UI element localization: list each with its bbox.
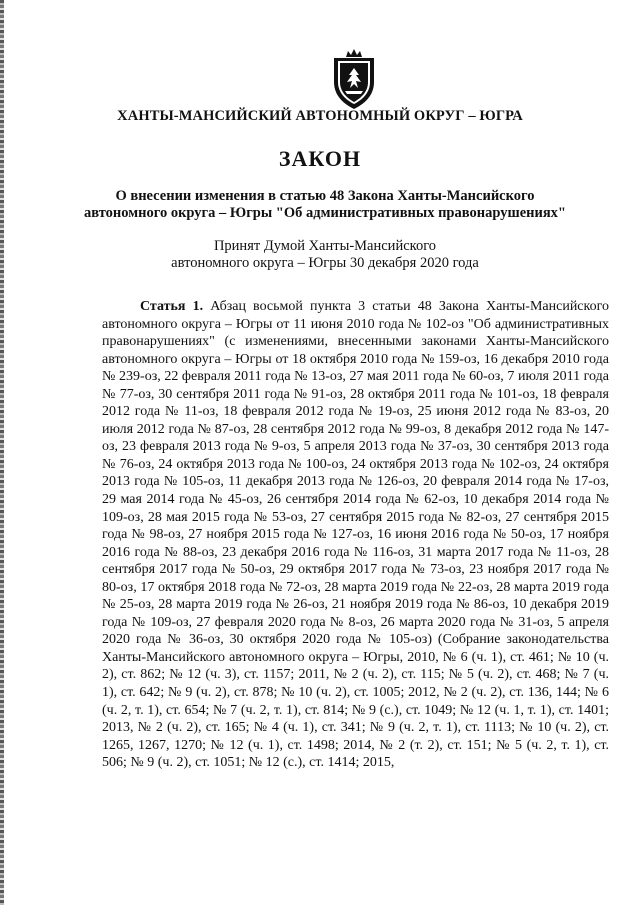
article-text: Абзац восьмой пункта 3 статьи 48 Закона Ханты-Мансийского автономного округа – Югры от 11 июня 2010 года № 102-оз "Об административных правонарушениях" (с изменениями, внесенными законами Ханты-Мансийского автономного округа – Югры от 18 октября 2010 года № 159-оз, 16 декабря 2010 года № 239-оз, 22 февраля 2011 года № 13-оз, 27 мая 2011 года № 60-оз, 7 июля 2011 года № 77-оз, 30 сентября 2011 года № 91-оз, 28 октября 2011 года № 101-оз, 18 февраля 2012 года № 11-оз, 18 февраля 2012 года № 19-оз, 25 июня 2012 года № 83-оз, 20 июля 2012 года № 87-оз, 28 сентября 2012 года № 99-оз, 8 декабря 2012 года № 147-оз, 23 февраля 2013 года № 9-оз, 5 апреля 2013 года № 37-оз, 30 сентября 2013 года № 76-оз, 24 октября 2013 года № 100-оз, 24 октября 2013 года № 102-оз, 24 октября 2013 года № 105-оз, 11 декабря 2013 года № 126-оз, 20 февраля 2014 года № 17-оз, 29 мая 2014 года № 45-оз, 26 сентября 2014 года № 62-оз, 10 декабря 2014 года № 109-оз, 28 мая 2015 года № 53-оз, 27 сентября 2015 года № 82-оз, 27 сентября 2015 года № 98-оз, 27 ноября 2015 года № 127-оз, 16 июня 2016 года № 50-оз, 17 ноября 2016 года № 88-оз, 23 декабря 2016 года № 116-оз, 31 марта 2017 года № 11-оз, 28 сентября 2017 года № 50-оз, 29 октября 2017 года № 73-оз, 23 ноября 2017 года № 80-оз, 17 октября 2018 года № 72-оз, 28 марта 2019 года № 22-оз, 28 марта 2019 года № 25-оз, 28 марта 2019 года № 26-оз, 21 ноября 2019 года № 86-оз, 10 декабря 2019 года № 109-оз, 27 февраля 2020 года № 8-оз, 26 марта 2020 года № 31-оз, 5 апреля 2020 года № 36-оз, 30 октября 2020 года № 105-оз) (Собрание законодательства Ханты-Мансийского автономного округа – Югры, 2010, № 6 (ч. 1), ст. 461; № 10 (ч. 2), ст. 862; № 12 (ч. 3), ст. 1157; 2011, № 2 (ч. 2), ст. 115; № 5 (ч. 2), ст. 468; № 7 (ч. 1), ст. 642; № 9 (ч. 2), ст. 878; № 10 (ч. 2), ст. 1005; 2012, № 2 (ч. 2), ст. 136, 144; № 6 (ч. 2, т. 1), ст. 654; № 7 (ч. 2, т. 1), ст. 814; № 9 (с.), ст. 1049; № 12 (ч. 1, т. 1), ст. 1401; 2013, № 2 (ч. 2), ст. 165; № 4 (ч. 1), ст. 341; № 9 (ч. 2, т. 1), ст. 1113; № 10 (ч. 2), ст. 1265, 1267, 1270; № 12 (ч. 1), ст. 1498; 2014, № 2 (т. 2), ст. 151; № 5 (ч. 2, т. 1), ст. 506; № 9 (ч. 2), ст. 1051; № 12 (с.), ст. 1414; 2015, <box>102 299 610 771</box>
coat-of-arms-icon <box>328 48 380 110</box>
law-title-line-1: О внесении изменения в статью 48 Закона Ханты-Мансийского <box>115 188 535 204</box>
document-type: ЗАКОН <box>278 146 362 171</box>
adoption-note <box>60 238 590 272</box>
adoption-note-line-2: автономного округа – Югры 30 декабря 2020 года <box>171 255 479 271</box>
article-label: Статья 1. <box>140 299 204 314</box>
region-name: ХАНТЫ-МАНСИЙСКИЙ АВТОНОМНЫЙ ОКРУГ – ЮГРА <box>117 108 523 124</box>
adoption-note-line-1: Принят Думой Ханты-Мансийского <box>213 238 437 254</box>
scan-edge <box>0 0 4 905</box>
law-title-line-2: автономного округа – Югры "Об административных правонарушениях" <box>84 205 566 221</box>
article-1-paragraph <box>102 298 609 772</box>
law-title <box>60 188 590 222</box>
